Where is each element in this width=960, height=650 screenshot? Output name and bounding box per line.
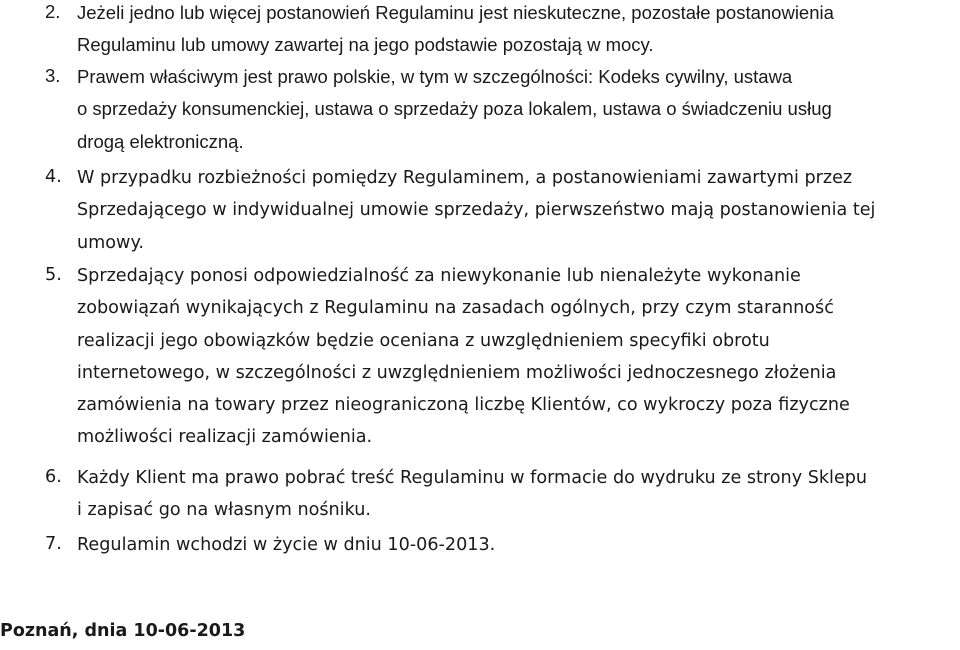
item-line: Każdy Klient ma prawo pobrać treść Regulaminu w formacie do wydruku ze strony Sklepu	[77, 468, 868, 488]
item-number: 6.	[45, 467, 62, 487]
item-line: Prawem właściwym jest prawo polskie, w tym w szczególności: Kodeks cywilny, ustawa	[77, 66, 793, 87]
item-text	[77, 462, 957, 527]
place-date: Poznań, dnia 10-06-2013	[0, 621, 246, 641]
item-line: Regulaminu lub umowy zawartej na jego podstawie pozostają w mocy.	[77, 34, 654, 56]
item-line: zamówienia na towary przez nieograniczoną liczbę Klientów, co wykroczy poza fizyczne	[77, 395, 850, 416]
item-line: Jeżeli jedno lub więcej postanowień Regulaminu jest nieskuteczne, pozostałe postanowienia	[77, 2, 834, 23]
item-text	[77, 162, 957, 259]
item-text	[77, 61, 957, 158]
item-line: Sprzedającego w indywidualnej umowie sprzedaży, pierwszeństwo mają postanowienia tej	[77, 200, 876, 221]
item-text	[77, 0, 957, 62]
item-line: W przypadku rozbieżności pomiędzy Regulaminem, a postanowieniami zawartymi przez	[77, 168, 853, 188]
item-line: o sprzedaży konsumenckiej, ustawa o sprzedaży poza lokalem, ustawa o świadczeniu usług	[77, 98, 832, 120]
item-line: internetowego, w szczególności z uwzględnieniem możliwości jednoczesnego złożenia	[77, 362, 837, 383]
item-number: 4.	[45, 167, 62, 187]
item-number: 5.	[45, 265, 62, 285]
item-line: drogą elektroniczną.	[77, 130, 244, 152]
item-line: realizacji jego obowiązków będzie oceniana z uwzględnieniem specyfiki obrotu	[77, 330, 770, 351]
item-text	[77, 529, 957, 561]
item-line: Sprzedający ponosi odpowiedzialność za niewykonanie lub nienależyte wykonanie	[77, 266, 801, 286]
item-number: 3.	[45, 65, 61, 86]
item-line: i zapisać go na własnym nośniku.	[77, 500, 371, 521]
item-number: 2.	[45, 1, 61, 22]
item-line: Regulamin wchodzi w życie w dniu 10-06-2013.	[77, 535, 496, 555]
item-number: 7.	[45, 534, 62, 554]
item-line: umowy.	[77, 232, 144, 253]
item-line: możliwości realizacji zamówienia.	[77, 427, 373, 448]
item-line: zobowiązań wynikających z Regulaminu na zasadach ogólnych, przy czym staranność	[77, 298, 834, 319]
item-text	[77, 260, 957, 454]
